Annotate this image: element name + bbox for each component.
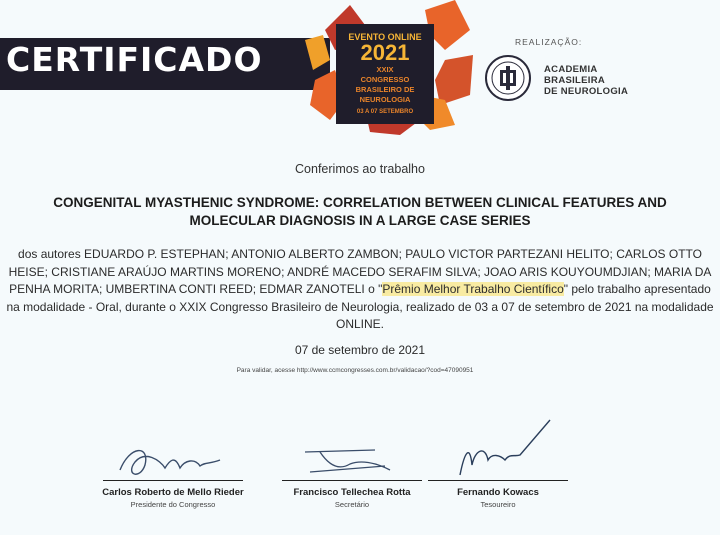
event-congress-line: NEUROLOGIA bbox=[359, 95, 411, 104]
event-congress-line: CONGRESSO bbox=[360, 75, 410, 84]
event-logo-box bbox=[336, 24, 434, 124]
signature-line bbox=[428, 480, 568, 481]
signature-line bbox=[282, 480, 422, 481]
event-online-label: EVENTO ONLINE bbox=[348, 32, 422, 42]
event-congress-line: BRASILEIRO DE bbox=[355, 85, 415, 94]
event-dates: 03 A 07 SETEMBRO bbox=[356, 109, 414, 115]
event-congress-line: XXIX bbox=[376, 65, 394, 74]
event-year: 2021 bbox=[360, 40, 410, 65]
signatory-name: Carlos Roberto de Mello Rieder bbox=[102, 487, 244, 498]
signature-1-image bbox=[110, 440, 230, 482]
work-title-line: MOLECULAR DIAGNOSIS IN A LARGE CASE SERIES bbox=[189, 213, 531, 228]
presentation-text: " pelo trabalho apresentado na modalidade - Oral, durante o XXIX Congresso Brasileiro de Neurologia, realizado de 03 a 07 de setembro de 2021 na modalidade ONLINE. bbox=[6, 282, 714, 331]
work-title bbox=[4, 194, 716, 230]
realizacao-label: REALIZAÇÃO: bbox=[515, 37, 583, 47]
signatory-role: Presidente do Congresso bbox=[130, 500, 216, 509]
academy-name-line: BRASILEIRA bbox=[544, 75, 606, 86]
signatory-name: Fernando Kowacs bbox=[457, 487, 539, 498]
signature-3-image bbox=[450, 415, 560, 480]
signature-line bbox=[103, 480, 243, 481]
certificate-intro: Conferimos ao trabalho bbox=[295, 162, 425, 176]
academy-name-line: DE NEUROLOGIA bbox=[544, 86, 629, 97]
authors-text: dos autores EDUARDO P. ESTEPHAN; ANTONIO ALBERTO ZAMBON; PAULO VICTOR PARTEZANI HELITO; CARLOS OTTO HEISE; CRISTIANE ARAÚJO MARTINS MORENO; ANDRÉ MACEDO SERAFIM SILVA; JOAO ARIS KOUYOUMDJIAN; MARIA DA PENHA MORITA; UMBERTINA CONTI REED; EDMAR ZANOTELI o " bbox=[8, 247, 712, 296]
validation-link[interactable]: Para validar, acesse http://www.ccmcongresses.com.br/validacao/?cod=47090951 bbox=[236, 367, 474, 374]
certificate-body bbox=[2, 246, 718, 334]
certificate-title: CERTIFICADO bbox=[6, 40, 263, 79]
academy-name bbox=[544, 64, 628, 97]
signatory-role: Secretário bbox=[334, 500, 370, 509]
signature-2-image bbox=[290, 442, 410, 482]
signatory-name: Francisco Tellechea Rotta bbox=[293, 487, 411, 498]
signatory-role: Tesoureiro bbox=[480, 500, 516, 509]
academy-seal-icon bbox=[484, 54, 532, 102]
academy-name-line: ACADEMIA bbox=[544, 64, 598, 75]
award-highlight: Prêmio Melhor Trabalho Científico bbox=[382, 282, 564, 296]
issue-date: 07 de setembro de 2021 bbox=[294, 343, 426, 357]
work-title-line: CONGENITAL MYASTHENIC SYNDROME: CORRELATION BETWEEN CLINICAL FEATURES AND bbox=[53, 195, 667, 210]
